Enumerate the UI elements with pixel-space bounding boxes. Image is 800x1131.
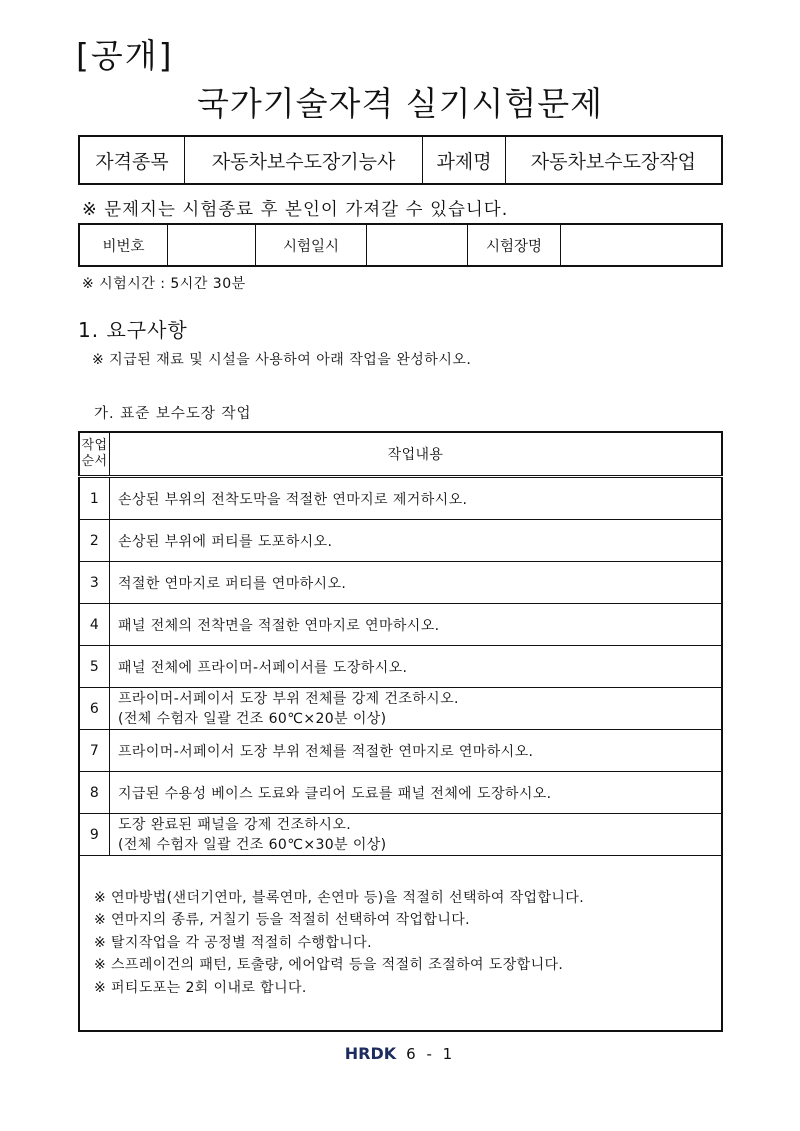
note-item: ※ 스프레이건의 패턴, 토출량, 에어압력 등을 적절히 조절하여 도장합니다.	[94, 957, 564, 974]
notes-list	[94, 887, 707, 1000]
step-number: 9	[79, 814, 110, 856]
notes-cell	[79, 856, 722, 1032]
step-content	[110, 562, 723, 604]
label-seat-number: 비번호	[79, 224, 168, 266]
step-content	[110, 646, 723, 688]
page-footer	[0, 1044, 800, 1063]
exam-date-field	[367, 224, 468, 266]
note-item: ※ 탈지작업을 각 공정별 적절히 수행합니다.	[94, 934, 372, 951]
value-qualification-type: 자동차보수도장기능사	[184, 136, 422, 184]
step-content	[110, 814, 723, 856]
table-row	[79, 814, 722, 856]
step-number: 8	[79, 772, 110, 814]
exam-info-table	[78, 135, 723, 185]
label-exam-place: 시험장명	[468, 224, 561, 266]
step-content	[110, 730, 723, 772]
hrdk-logo: HRDK	[344, 1044, 397, 1063]
step-text: 프라이머-서페이서 도장 부위 전체를 적절한 연마지로 연마하시오.	[118, 743, 534, 760]
step-text: 패널 전체에 프라이머-서페이서를 도장하시오.	[118, 659, 408, 676]
seat-number-field	[168, 224, 256, 266]
step-content	[110, 604, 723, 646]
step-text: 손상된 부위의 전착도막을 적절한 연마지로 제거하시오.	[118, 491, 468, 508]
step-number: 4	[79, 604, 110, 646]
label-qualification-type: 자격종목	[79, 136, 184, 184]
table-row	[79, 477, 722, 520]
table-row	[79, 772, 722, 814]
section-instruction: ※ 지급된 재료 및 시설을 사용하여 아래 작업을 완성하시오.	[92, 352, 472, 368]
header-order-line2: 순서	[81, 454, 108, 469]
table-row	[79, 604, 722, 646]
step-note: (전체 수험자 일괄 건조 60℃×30분 이상)	[118, 836, 387, 853]
step-text: 적절한 연마지로 퍼티를 연마하시오.	[118, 575, 347, 592]
table-row	[79, 646, 722, 688]
step-number: 3	[79, 562, 110, 604]
table-row	[79, 688, 722, 730]
table-header-row	[79, 432, 722, 477]
candidate-info-table	[78, 223, 723, 267]
section-title: 1. 요구사항	[78, 318, 188, 342]
label-task-name: 과제명	[423, 136, 506, 184]
exam-place-field	[561, 224, 723, 266]
step-number: 7	[79, 730, 110, 772]
step-content	[110, 477, 723, 520]
table-row	[79, 562, 722, 604]
header-order	[79, 432, 110, 477]
subsection-title: 가. 표준 보수도장 작업	[94, 406, 252, 422]
task-table	[78, 431, 723, 1032]
step-content	[110, 688, 723, 730]
disclosure-tag: [공개]	[76, 36, 174, 75]
step-text: 지급된 수용성 베이스 도료와 클리어 도료를 패널 전체에 도장하시오.	[118, 785, 552, 802]
label-exam-date: 시험일시	[256, 224, 367, 266]
header-content: 작업내용	[110, 432, 723, 477]
page-number: 6 - 1	[406, 1045, 456, 1063]
step-number: 5	[79, 646, 110, 688]
step-number: 6	[79, 688, 110, 730]
step-text: 패널 전체의 전착면을 적절한 연마지로 연마하시오.	[118, 617, 440, 634]
table-row	[79, 730, 722, 772]
document-title: 국가기술자격 실기시험문제	[196, 84, 604, 123]
step-text: 프라이머-서페이서 도장 부위 전체를 강제 건조하시오.	[118, 690, 459, 707]
header-order-line1: 작업	[81, 438, 108, 453]
step-text: 손상된 부위에 퍼티를 도포하시오.	[118, 533, 333, 550]
exam-time: ※ 시험시간 : 5시간 30분	[82, 276, 246, 292]
step-content	[110, 520, 723, 562]
table-row	[79, 520, 722, 562]
note-item: ※ 연마지의 종류, 거칠기 등을 적절히 선택하여 작업합니다.	[94, 912, 471, 929]
step-number: 2	[79, 520, 110, 562]
step-content	[110, 772, 723, 814]
value-task-name: 자동차보수도장작업	[505, 136, 722, 184]
step-number: 1	[79, 477, 110, 520]
step-note: (전체 수험자 일괄 건조 60℃×20분 이상)	[118, 710, 387, 727]
step-text: 도장 완료된 패널을 강제 건조하시오.	[118, 816, 352, 833]
notice-text: ※ 문제지는 시험종료 후 본인이 가져갈 수 있습니다.	[82, 200, 509, 220]
note-item: ※ 퍼티도포는 2회 이내로 합니다.	[94, 979, 307, 996]
note-item: ※ 연마방법(샌더기연마, 블록연마, 손연마 등)을 적절히 선택하여 작업합니다.	[94, 889, 585, 906]
